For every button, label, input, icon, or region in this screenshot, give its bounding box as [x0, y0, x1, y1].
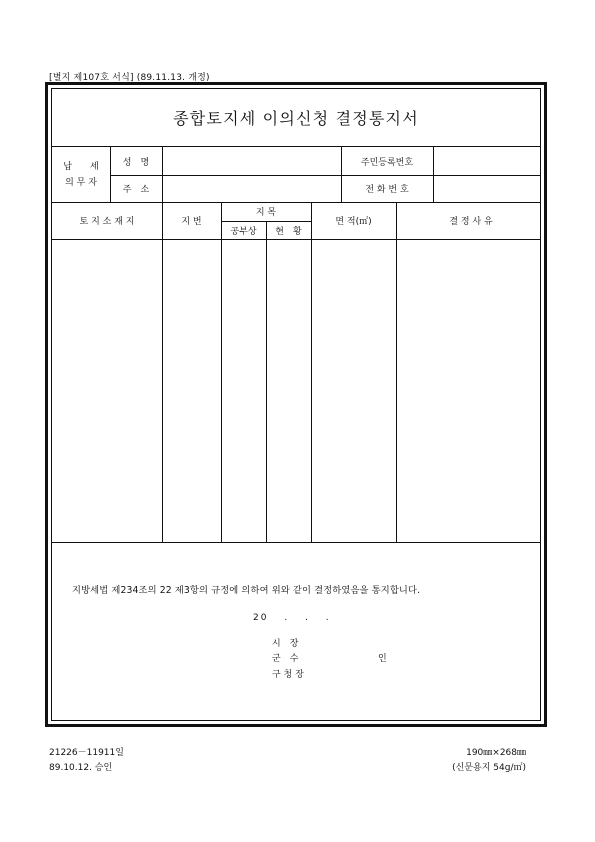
taxpayer-label — [52, 147, 110, 202]
divider — [52, 542, 541, 543]
phone-field[interactable] — [433, 175, 541, 202]
signer-county-head: 군 수 — [272, 654, 299, 664]
form-frame — [45, 82, 547, 727]
taxpayer-label-bottom: 의 무 자 — [65, 177, 97, 188]
lot-number-entry-area[interactable] — [162, 239, 221, 542]
footer-paper-size: 190㎜×268㎜ — [466, 748, 526, 758]
category-official-entry-area[interactable] — [221, 239, 266, 542]
resident-id-label: 주민등록번호 — [360, 157, 414, 168]
name-field[interactable] — [162, 147, 341, 175]
address-field[interactable] — [162, 175, 341, 202]
seal-mark: 인 — [378, 654, 387, 664]
col-header-decision-reason: 결 정 사 유 — [449, 217, 493, 227]
address-label: 주 소 — [122, 185, 150, 195]
resident-id-field[interactable] — [433, 147, 541, 175]
col-header-lot-number: 지 번 — [181, 217, 202, 227]
category-actual-entry-area[interactable] — [266, 239, 311, 542]
form-inner-border — [51, 88, 541, 721]
col-header-land-category: 지 목 — [255, 208, 277, 218]
phone-label: 전 화 번 호 — [365, 185, 409, 195]
form-title: 종합토지세 이의신청 결정통지서 — [52, 89, 540, 147]
col-header-location: 토 지 소 재 지 — [79, 217, 135, 227]
decision-reason-entry-area[interactable] — [396, 239, 541, 542]
footer-approval-date: 89.10.12. 승인 — [49, 763, 113, 773]
area-entry-area[interactable] — [311, 239, 396, 542]
signer-mayor: 시 장 — [272, 639, 299, 649]
location-entry-area[interactable] — [52, 239, 162, 542]
signer-district-head: 구 청 장 — [272, 670, 304, 680]
notice-date: 20 . . . — [253, 613, 331, 623]
col-header-area: 면 적(㎡) — [335, 217, 372, 227]
form-number-note: [별지 제107호 서식] (89.11.13. 개정) — [49, 73, 210, 83]
notice-text: 지방세법 제234조의 22 제3항의 규정에 의하여 위와 같이 결정하였음을 통지합니다. — [72, 585, 421, 596]
col-header-category-official: 공부상 — [230, 226, 257, 237]
footer-paper-spec: (신문용지 54g/㎡) — [452, 763, 526, 773]
col-header-category-actual: 현 황 — [275, 226, 302, 237]
footer-approval-number: 21226－11911일 — [49, 748, 124, 758]
taxpayer-label-top: 납 세 — [63, 161, 99, 172]
name-label: 성 명 — [122, 157, 150, 168]
